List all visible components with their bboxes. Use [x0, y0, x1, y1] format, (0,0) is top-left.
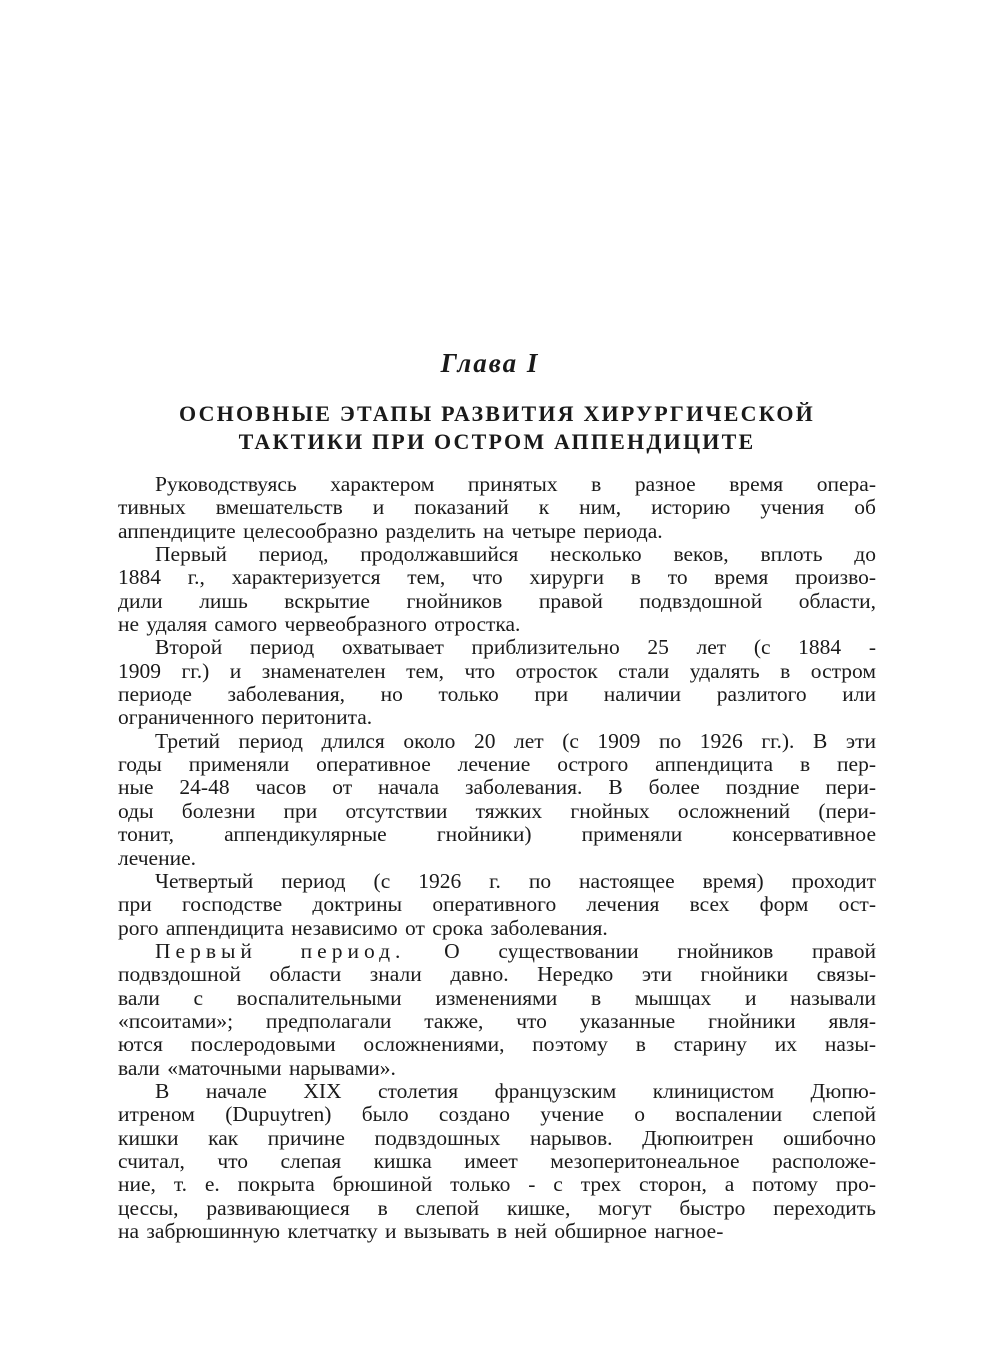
- line-text: Второй период охватывает приблизительно 25 лет (с 1884 -: [155, 635, 876, 660]
- text-line: [118, 543, 876, 566]
- text-line: [118, 1220, 876, 1243]
- line-text: Четвертый период (с 1926 г. по настоящее время) проходит: [155, 868, 876, 893]
- line-text: на забрюшинную клетчатку и вызывать в ней обширное нагное-: [118, 1219, 724, 1243]
- line-text: В начале XIX столетия французским клиницистом Дюпю-: [155, 1078, 876, 1103]
- line-text: цессы, развивающиеся в слепой кишке, могут быстро переходить: [118, 1195, 876, 1220]
- line-text: оды болезни при отсутствии тяжких гнойных осложнений (пери-: [118, 798, 876, 823]
- line-text: ются послеродовыми осложнениями, поэтому в старину их назы-: [118, 1032, 876, 1057]
- line-text: 1884 г., характеризуется тем, что хирурги в то время произво-: [118, 565, 876, 590]
- text-line: [118, 730, 876, 753]
- line-text: аппендиците целесообразно разделить на четыре периода.: [118, 518, 663, 543]
- text-line: [118, 1127, 876, 1150]
- heading-line: ТАКТИКИ ПРИ ОСТРОМ АППЕНДИЦИТЕ: [238, 429, 756, 454]
- text-line: [118, 1173, 876, 1196]
- line-text: Третий период длился около 20 лет (с 1909 по 1926 гг.). В эти: [155, 728, 876, 753]
- text-line: [118, 800, 876, 823]
- text-line: [118, 870, 876, 893]
- text-line: [118, 823, 876, 846]
- line-text: тивных вмешательств и показаний к ним, историю учения об: [118, 495, 876, 520]
- text-line: [118, 893, 876, 916]
- text-line: [118, 1033, 876, 1056]
- line-text: «псоитами»; предполагали также, что указанные гнойники явля-: [118, 1008, 876, 1033]
- text-line: [118, 660, 876, 683]
- line-text: ние, т. е. покрыта брюшиной только - с трех сторон, а потому про-: [118, 1172, 876, 1197]
- line-text: кишки как причине подвздошных нарывов. Дюпюитрен ошибочно: [118, 1125, 876, 1150]
- line-text: тонит, аппендикулярные гнойники) применяли консервативное: [118, 822, 876, 847]
- line-text: годы применяли оперативное лечение острого аппендицита в пер-: [118, 752, 876, 777]
- line-text: периоде заболевания, но только при наличии разлитого или: [118, 682, 876, 707]
- text-line: [118, 1103, 876, 1126]
- text-line: [118, 590, 876, 613]
- text-line: [118, 940, 876, 963]
- line-text: не удаляя самого червеобразного отростка.: [118, 612, 521, 637]
- line-text: считал, что слепая кишка имеет мезоперитонеальное расположе-: [118, 1148, 876, 1173]
- text-line: [118, 636, 876, 659]
- text-line: [118, 520, 876, 543]
- text-line: [118, 1057, 876, 1080]
- text-line: [118, 987, 876, 1010]
- text-line: [118, 847, 876, 870]
- line-text: ограниченного перитонита.: [118, 705, 373, 730]
- text-line: [118, 566, 876, 589]
- text-line: [118, 613, 876, 636]
- text-line: [118, 683, 876, 706]
- text-line: [118, 1150, 876, 1173]
- line-text: при господстве доктрины оперативного лечения всех форм ост-: [118, 892, 876, 917]
- text-line: [118, 1010, 876, 1033]
- text-line: [118, 496, 876, 519]
- text-line: [118, 776, 876, 799]
- line-text: итреном (Dupuytren) было создано учение о воспалении слепой: [118, 1102, 876, 1127]
- line-text: О существовании гнойников правой: [405, 938, 877, 963]
- text-line: [118, 1080, 876, 1103]
- text-line: [118, 917, 876, 940]
- text-line: [118, 963, 876, 986]
- body-text: [118, 473, 876, 1243]
- line-text: Руководствуясь характером принятых в разное время опера-: [155, 472, 876, 496]
- line-text: дили лишь вскрытие гнойников правой подвздошной области,: [118, 588, 876, 613]
- heading-line: ОСНОВНЫЕ ЭТАПЫ РАЗВИТИЯ ХИРУРГИЧЕСКОЙ: [179, 401, 815, 426]
- chapter-label: Глава I: [440, 348, 540, 378]
- line-text: ные 24-48 часов от начала заболевания. В более поздние пери-: [118, 775, 876, 800]
- line-text: 1909 гг.) и знаменателен тем, что отросток стали удалять в остром: [118, 658, 876, 683]
- line-text: лечение.: [118, 845, 197, 870]
- line-text: рого аппендицита независимо от срока заболевания.: [118, 915, 608, 940]
- chapter-heading: [118, 400, 876, 456]
- text-line: [118, 706, 876, 729]
- text-line: [118, 1197, 876, 1220]
- text-line: [118, 473, 876, 496]
- spaced-lead: Первый период.: [155, 938, 406, 963]
- line-text: вали «маточными нарывами».: [118, 1055, 396, 1080]
- line-text: вали с воспалительными изменениями в мышцах и называли: [118, 985, 876, 1010]
- text-line: [118, 753, 876, 776]
- line-text: подвздошной области знали давно. Нередко эти гнойники связы-: [118, 962, 876, 987]
- line-text: Первый период, продолжавшийся несколько веков, вплоть до: [155, 542, 876, 567]
